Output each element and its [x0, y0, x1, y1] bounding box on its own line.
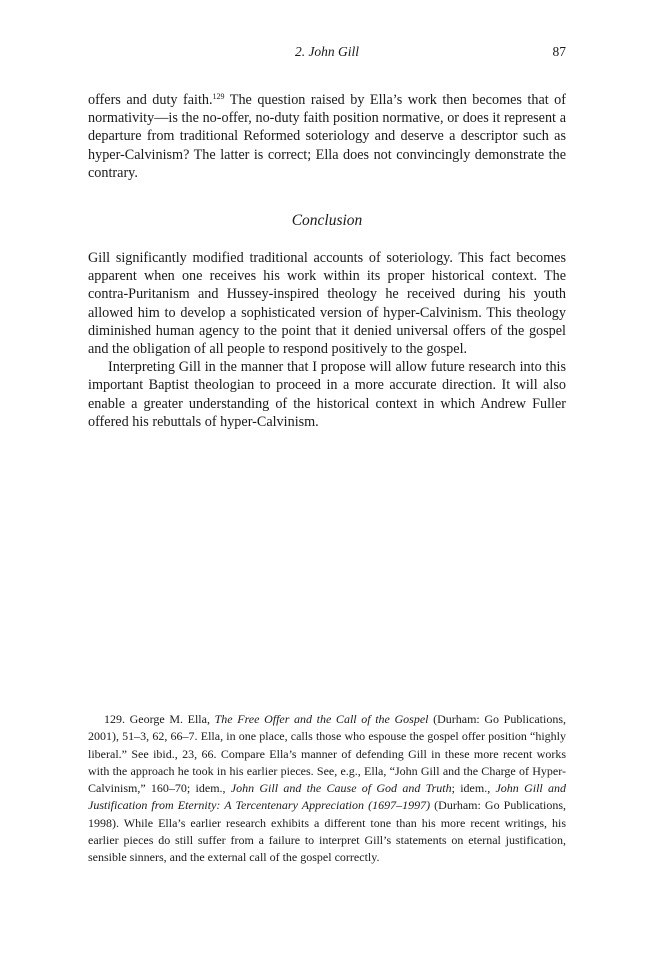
footnote-run: ; idem., — [451, 781, 496, 796]
paragraph-text: The question raised by Ella’s work then becomes that of normativity—is the no-offer, no-duty faith position normative, or does it represent a departure from traditional Reformed soteriology and deserve a descriptor such as hyper-Calvinism? The latter is correct; Ella does not convincingly demonstrate the contrary. — [88, 92, 566, 181]
conclusion-section — [88, 249, 566, 431]
body-paragraph — [88, 91, 566, 182]
footnote-number: 129. — [104, 712, 125, 726]
body-paragraph: Gill significantly modified traditional accounts of soteriology. This fact becomes apparent when one receives his work within its proper historical context. The contra-Puritanism and Hussey-inspired theology he received during his youth allowed him to develop a sophisticated version of hyper-Calvinism. This theology diminished human agency to the point that it denied universal offers of the gospel and the obligation of all people to respond positively to the gospel. — [88, 250, 566, 358]
footnote-text — [88, 711, 566, 867]
page-number: 87 — [552, 44, 566, 59]
work-title: John Gill and the Cause of God and Truth — [230, 781, 452, 796]
footnote — [88, 711, 566, 867]
footnote-run: (Durham: Go Publications, 2001), 51–3, 62, 66–7. Ella, in one place, calls those who espouse the gospel offer position “highly liberal.” See ibid., 23, 66. Compare Ella’s manner of defending Gill in these more recent works with the approach he took in his earlier pieces. See, e.g., Ella, “John Gill and the Charge of Hyper-Calvinism,” 160–70; idem., — [88, 712, 567, 796]
footnote-run: George M. Ella, — [125, 712, 215, 726]
footnote-reference[interactable]: 129 — [212, 92, 225, 101]
work-title: The Free Offer and the Call of the Gospel — [214, 712, 429, 726]
footnote-run: (Durham: Go Publications, 1998). While Ella’s earlier research exhibits a different tone than his more recent writings, his earlier pieces do still suffer from a failure to interpret Gill’s statements on eternal justification, sensible sinners, and the external call of the gospel correctly. — [88, 798, 567, 865]
running-head — [88, 44, 566, 64]
chapter-title: 2. John Gill — [294, 44, 360, 59]
paragraph-text: offers and duty faith. — [88, 92, 213, 108]
section-heading: Conclusion — [291, 212, 363, 229]
work-title: John Gill and Justification from Eternity: A Tercentenary Appreciation (1697–1997) — [88, 781, 567, 813]
opening-paragraph — [88, 91, 566, 182]
body-paragraph: Interpreting Gill in the manner that I propose will allow future research into this important Baptist theologian to proceed in a more accurate direction. It will also enable a greater understanding of the historical context in which Andrew Fuller offered his rebuttals of hyper-Calvinism. — [88, 359, 566, 430]
